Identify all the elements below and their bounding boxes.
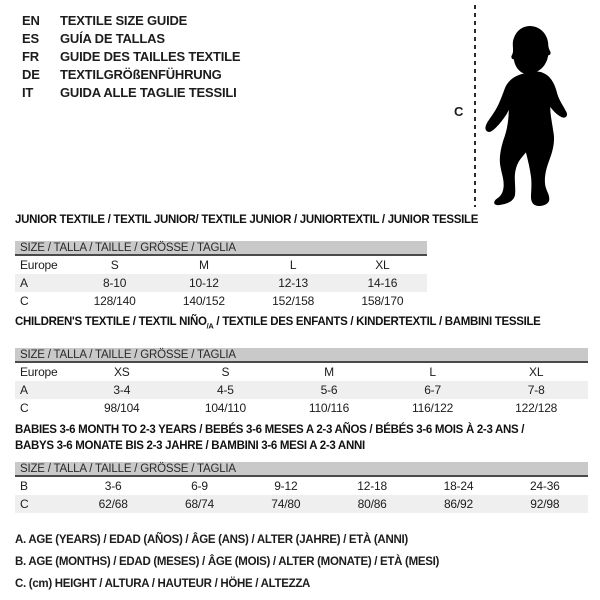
size-value: 86/92 — [443, 497, 473, 511]
size-value: S — [110, 258, 119, 272]
size-value: 5-6 — [320, 383, 338, 398]
size-value: 140/152 — [182, 294, 225, 308]
language-title: TEXTILGRÖßENFÜHRUNG — [60, 67, 222, 82]
language-code: DE — [22, 67, 40, 82]
junior-size-table — [15, 256, 427, 310]
footnote-legend — [15, 529, 439, 595]
table-row — [15, 363, 588, 381]
junior-section — [15, 214, 479, 310]
language-code: ES — [22, 31, 39, 46]
size-value: M — [324, 365, 334, 380]
size-value: 110/116 — [308, 401, 350, 416]
children-heading-text: CHILDREN'S TEXTILE / TEXTIL NIÑO — [15, 316, 207, 328]
table-row — [15, 495, 588, 513]
language-row — [22, 12, 240, 30]
language-title: GUÍA DE TALLAS — [60, 31, 165, 46]
footnote-age-months: B. AGE (MONTHS) / EDAD (MESES) / ÂGE (MOIS) / ALTER (MONATE) / ETÀ (MESI) — [15, 556, 440, 568]
size-value: 104/110 — [204, 401, 246, 416]
children-heading-text: / TEXTILE DES ENFANTS / KINDERTEXTIL / BAMBINI TESSILE — [213, 316, 541, 328]
size-header-bar: SIZE / TALLA / TAILLE / GRÖSSE / TAGLIA — [15, 462, 588, 477]
language-title-list — [22, 12, 240, 102]
size-value: XS — [113, 365, 130, 380]
table-row — [15, 292, 427, 310]
size-value: 92/98 — [530, 497, 560, 511]
size-value: 4-5 — [217, 383, 234, 398]
language-title: GUIDA ALLE TAGLIE TESSILI — [60, 85, 237, 100]
size-value: XL — [529, 365, 544, 380]
size-value: 10-12 — [189, 276, 219, 290]
babies-heading-line2: BABYS 3-6 MONATE BIS 2-3 JAHRE / BAMBINI 3-6 MESI A 2-3 ANNI — [15, 440, 365, 452]
size-value: 3-4 — [113, 383, 131, 398]
table-row — [15, 399, 588, 417]
table-row — [15, 381, 588, 399]
size-value: 14-16 — [367, 276, 398, 290]
babies-size-table — [15, 477, 588, 513]
language-row — [22, 84, 240, 102]
language-row — [22, 48, 240, 66]
size-value: 12-13 — [278, 276, 308, 290]
junior-section-heading: JUNIOR TEXTILE / TEXTIL JUNIOR/ TEXTILE JUNIOR / JUNIORTEXTIL / JUNIOR TESSILE — [15, 214, 479, 226]
language-row — [22, 30, 240, 48]
size-value: L — [289, 258, 297, 272]
language-title: GUIDE DES TAILLES TEXTILE — [60, 49, 241, 64]
size-value: 7-8 — [527, 383, 545, 398]
size-header-bar: SIZE / TALLA / TAILLE / GRÖSSE / TAGLIA — [15, 241, 427, 256]
children-heading-subscript: /A — [206, 321, 214, 331]
size-value: 116/122 — [412, 401, 454, 416]
row-label: A — [20, 276, 28, 290]
size-value: 6-7 — [424, 383, 441, 398]
table-row — [15, 274, 427, 292]
babies-section-heading — [15, 422, 588, 454]
size-value: XL — [375, 258, 390, 272]
language-title: TEXTILE SIZE GUIDE — [60, 13, 188, 28]
size-value: 62/68 — [98, 497, 128, 511]
row-label: C — [20, 294, 29, 308]
row-label: A — [20, 383, 28, 398]
language-code: EN — [22, 13, 40, 28]
row-label: Europe — [20, 258, 58, 272]
table-row — [15, 477, 588, 495]
size-value: 158/170 — [361, 294, 404, 308]
size-value: 9-12 — [274, 479, 298, 493]
height-figure — [440, 0, 600, 212]
size-value: 18-24 — [443, 479, 474, 493]
size-value: 152/158 — [272, 294, 315, 308]
babies-heading-line1: BABIES 3-6 MONTH TO 2-3 YEARS / BEBÉS 3-6 MESES A 2-3 AÑOS / BÉBÉS 3-6 MOIS À 2-3 ANS / — [15, 424, 525, 436]
footnote-age-years: A. AGE (YEARS) / EDAD (AÑOS) / ÂGE (ANS) / ALTER (JAHRE) / ETÀ (ANNI) — [15, 534, 408, 546]
size-value: 122/128 — [515, 401, 558, 416]
language-code: FR — [22, 49, 39, 64]
row-label: B — [20, 479, 28, 493]
size-value: 98/104 — [104, 401, 140, 416]
size-value: L — [429, 365, 436, 380]
height-measure-line — [474, 5, 476, 207]
size-value: 3-6 — [104, 479, 122, 493]
size-value: 128/140 — [93, 294, 136, 308]
row-label: C — [20, 401, 29, 416]
size-value: S — [221, 365, 230, 380]
babies-section — [15, 422, 588, 513]
baby-silhouette-image — [485, 26, 580, 208]
row-label: Europe — [20, 365, 58, 380]
footnote-height: C. (cm) HEIGHT / ALTURA / HAUTEUR / HÖHE / ALTEZZA — [15, 578, 311, 590]
language-row — [22, 66, 240, 84]
table-row — [15, 256, 427, 274]
language-code: IT — [22, 85, 34, 100]
children-section-heading — [15, 316, 588, 330]
children-size-table — [15, 363, 588, 417]
size-value: 68/74 — [184, 497, 214, 511]
size-value: 24-36 — [529, 479, 560, 493]
size-value: 12-18 — [357, 479, 387, 493]
size-value: 80/86 — [357, 497, 387, 511]
height-measure-label: C — [454, 104, 464, 119]
size-value: 74/80 — [271, 497, 301, 511]
row-label: C — [20, 497, 29, 511]
size-value: 6-9 — [191, 479, 208, 493]
size-value: 8-10 — [103, 276, 127, 290]
size-value: M — [198, 258, 209, 272]
children-section — [15, 316, 588, 417]
size-header-bar: SIZE / TALLA / TAILLE / GRÖSSE / TAGLIA — [15, 348, 588, 363]
